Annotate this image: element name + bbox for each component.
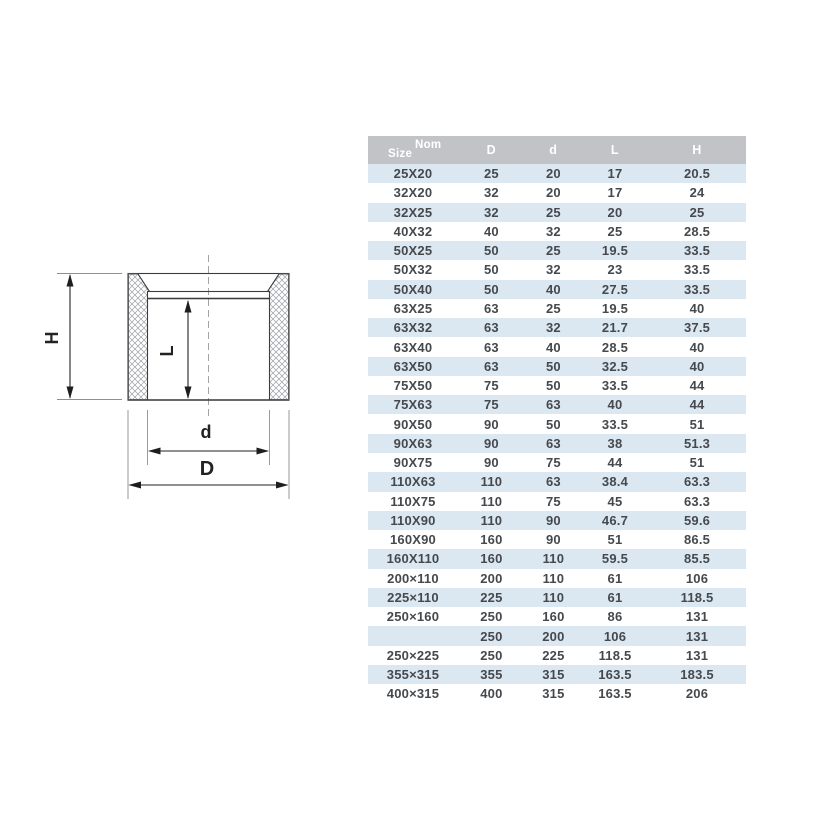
table-cell: 38.4 bbox=[601, 474, 629, 490]
table-row bbox=[368, 530, 746, 549]
table-cell: 85.5 bbox=[683, 551, 711, 567]
table-cell: 50 bbox=[545, 378, 561, 394]
table-cell: 44 bbox=[689, 378, 705, 394]
table-cell: 37.5 bbox=[683, 320, 711, 336]
table-cell: 86.5 bbox=[683, 532, 711, 548]
table-cell: 90 bbox=[483, 416, 499, 432]
table-cell: 110X90 bbox=[390, 512, 436, 528]
table-cell: 75X63 bbox=[393, 397, 433, 413]
table-cell: 63 bbox=[483, 300, 499, 316]
table-cell: 63X40 bbox=[393, 339, 433, 355]
table-cell: 20 bbox=[607, 204, 623, 220]
header-nom-label: Nom bbox=[415, 139, 442, 151]
table-cell: 110 bbox=[480, 493, 503, 509]
table-cell: 44 bbox=[689, 397, 705, 413]
table-cell: 63 bbox=[483, 320, 499, 336]
table-cell: 40 bbox=[689, 300, 705, 316]
table-cell: 45 bbox=[607, 493, 623, 509]
table-cell: 40 bbox=[607, 397, 623, 413]
table-row bbox=[368, 588, 746, 607]
table-cell: 106 bbox=[685, 570, 709, 586]
table-cell: 250×225 bbox=[386, 647, 440, 663]
table-row bbox=[368, 472, 746, 491]
table-cell: 23 bbox=[607, 262, 623, 278]
header-col-D: D bbox=[458, 136, 525, 164]
table-row bbox=[368, 280, 746, 299]
table-cell: 160X110 bbox=[386, 551, 440, 567]
table-cell: 160 bbox=[480, 551, 503, 567]
table-row bbox=[368, 453, 746, 472]
header-col-d: d bbox=[525, 136, 582, 164]
table-cell: 40 bbox=[545, 339, 561, 355]
table-cell: 50 bbox=[483, 281, 499, 297]
table-cell: 200×110 bbox=[387, 570, 439, 586]
table-cell: 118.5 bbox=[680, 589, 714, 605]
table-cell: 90X50 bbox=[393, 416, 433, 432]
table-cell: 28.5 bbox=[683, 223, 711, 239]
table-row bbox=[368, 607, 746, 626]
table-cell: 250×160 bbox=[386, 609, 440, 625]
table-cell: 110 bbox=[480, 512, 503, 528]
table-cell bbox=[368, 626, 458, 645]
table-cell: 40 bbox=[689, 358, 705, 374]
table-cell: 183.5 bbox=[680, 667, 714, 683]
table-cell: 44 bbox=[607, 455, 623, 471]
h-dimension-label: H bbox=[42, 331, 62, 345]
table-cell: 32X25 bbox=[393, 204, 433, 220]
table-row bbox=[368, 241, 746, 260]
table-cell: 225 bbox=[480, 589, 503, 605]
table-cell: 19.5 bbox=[601, 243, 629, 259]
table-row bbox=[368, 337, 746, 356]
table-cell: 25 bbox=[545, 204, 561, 220]
table-cell: 50X32 bbox=[393, 262, 433, 278]
table-cell: 63X50 bbox=[393, 358, 433, 374]
table-cell: 400 bbox=[480, 686, 503, 702]
l-dimension-label: L bbox=[157, 345, 177, 357]
table-cell: 75 bbox=[483, 397, 499, 413]
size-table-header bbox=[368, 136, 746, 164]
table-row bbox=[368, 684, 746, 703]
table-cell: 61 bbox=[607, 589, 623, 605]
table-row bbox=[368, 357, 746, 376]
table-cell: 32 bbox=[483, 204, 499, 220]
table-cell: 63X25 bbox=[393, 300, 433, 316]
table-cell: 90X75 bbox=[393, 455, 433, 471]
table-cell: 32 bbox=[545, 223, 561, 239]
table-cell: 63.3 bbox=[683, 474, 711, 490]
table-row bbox=[368, 511, 746, 530]
table-cell: 50X40 bbox=[393, 281, 433, 297]
table-cell: 40X32 bbox=[393, 223, 433, 239]
header-col-H: H bbox=[648, 136, 746, 164]
table-cell: 25 bbox=[689, 204, 705, 220]
table-row bbox=[368, 626, 746, 645]
table-cell: 33.5 bbox=[601, 416, 629, 432]
header-col-L: L bbox=[582, 136, 648, 164]
table-cell: 20.5 bbox=[683, 166, 711, 182]
table-row bbox=[368, 318, 746, 337]
table-cell: 355×315 bbox=[386, 667, 440, 683]
table-cell: 225×110 bbox=[387, 589, 439, 605]
table-cell: 32 bbox=[545, 320, 561, 336]
table-row bbox=[368, 434, 746, 453]
table-cell: 200 bbox=[480, 570, 503, 586]
table-cell: 32 bbox=[545, 262, 561, 278]
table-row bbox=[368, 376, 746, 395]
table-row bbox=[368, 222, 746, 241]
table-cell: 17 bbox=[607, 166, 623, 182]
table-cell: 50 bbox=[545, 358, 561, 374]
table-row bbox=[368, 183, 746, 202]
table-cell: 163.5 bbox=[598, 667, 632, 683]
table-cell: 90 bbox=[483, 455, 499, 471]
table-cell: 63 bbox=[483, 339, 499, 355]
table-row bbox=[368, 395, 746, 414]
table-cell: 50 bbox=[483, 262, 499, 278]
table-cell: 33.5 bbox=[601, 378, 629, 394]
table-cell: 160X90 bbox=[389, 532, 436, 548]
table-cell: 63 bbox=[545, 474, 561, 490]
table-cell: 315 bbox=[542, 686, 565, 702]
table-cell: 25 bbox=[545, 243, 561, 259]
table-row bbox=[368, 569, 746, 588]
table-cell: 225 bbox=[542, 647, 565, 663]
table-cell: 32.5 bbox=[601, 358, 629, 374]
table-cell: 75X50 bbox=[393, 378, 433, 394]
table-cell: 63X32 bbox=[393, 320, 433, 336]
coupling-cross-section-diagram bbox=[40, 248, 306, 512]
table-cell: 250 bbox=[480, 609, 503, 625]
table-cell: 90X63 bbox=[393, 435, 433, 451]
table-cell: 51 bbox=[689, 455, 705, 471]
table-cell: 110X63 bbox=[390, 474, 436, 490]
dimension-L bbox=[157, 301, 188, 398]
table-cell: 63.3 bbox=[683, 493, 711, 509]
table-cell: 51 bbox=[689, 416, 705, 432]
table-cell: 50 bbox=[545, 416, 561, 432]
table-cell: 33.5 bbox=[683, 262, 711, 278]
table-cell: 19.5 bbox=[601, 300, 629, 316]
table-row bbox=[368, 549, 746, 568]
table-cell: 110 bbox=[480, 474, 503, 490]
table-cell: 61 bbox=[607, 570, 623, 586]
table-cell: 50X25 bbox=[393, 243, 433, 259]
table-cell: 63 bbox=[545, 435, 561, 451]
table-cell: 110X75 bbox=[390, 493, 436, 509]
table-cell: 40 bbox=[545, 281, 561, 297]
table-cell: 118.5 bbox=[598, 647, 632, 663]
table-cell: 24 bbox=[689, 185, 705, 201]
table-cell: 86 bbox=[607, 609, 623, 625]
table-cell: 131 bbox=[685, 609, 709, 625]
size-table-body bbox=[368, 164, 746, 703]
table-cell: 32 bbox=[483, 185, 499, 201]
table-cell: 200 bbox=[542, 628, 565, 644]
header-size-label: Size bbox=[388, 148, 413, 160]
table-cell: 33.5 bbox=[683, 281, 711, 297]
table-cell: 21.7 bbox=[601, 320, 629, 336]
table-cell: 17 bbox=[607, 185, 623, 201]
table-cell: 75 bbox=[483, 378, 499, 394]
table-cell: 131 bbox=[685, 628, 709, 644]
table-row bbox=[368, 492, 746, 511]
table-cell: 59.6 bbox=[683, 512, 711, 528]
d-dimension-label: d bbox=[200, 422, 212, 442]
table-row bbox=[368, 414, 746, 433]
table-cell: 250 bbox=[480, 647, 503, 663]
D-dimension-label: D bbox=[199, 458, 215, 480]
table-cell: 355 bbox=[480, 667, 503, 683]
table-cell: 40 bbox=[483, 223, 499, 239]
table-cell: 110 bbox=[542, 589, 565, 605]
right-wall-hatch bbox=[268, 274, 289, 400]
table-cell: 75 bbox=[545, 493, 561, 509]
table-cell: 160 bbox=[480, 532, 503, 548]
table-row bbox=[368, 665, 746, 684]
table-cell: 315 bbox=[542, 667, 565, 683]
table-cell: 25 bbox=[545, 300, 561, 316]
table-cell: 25 bbox=[483, 166, 499, 182]
table-row bbox=[368, 260, 746, 279]
dimension-d bbox=[148, 410, 270, 465]
size-spec-table bbox=[368, 136, 746, 703]
table-cell: 400×315 bbox=[386, 686, 440, 702]
table-cell: 90 bbox=[483, 435, 499, 451]
table-cell: 163.5 bbox=[598, 686, 632, 702]
dimension-H bbox=[42, 274, 122, 400]
table-cell: 25 bbox=[607, 223, 623, 239]
table-cell: 32X20 bbox=[393, 185, 433, 201]
table-row bbox=[368, 646, 746, 665]
table-cell: 90 bbox=[545, 512, 561, 528]
table-cell: 250 bbox=[480, 628, 503, 644]
table-row bbox=[368, 299, 746, 318]
table-row bbox=[368, 164, 746, 183]
table-cell: 46.7 bbox=[601, 512, 629, 528]
table-cell: 106 bbox=[603, 628, 627, 644]
table-cell: 27.5 bbox=[601, 281, 629, 297]
table-cell: 63 bbox=[545, 397, 561, 413]
table-cell: 110 bbox=[542, 551, 565, 567]
table-cell: 40 bbox=[689, 339, 705, 355]
header-size-nom-cell bbox=[368, 136, 458, 164]
table-cell: 28.5 bbox=[601, 339, 629, 355]
table-cell: 131 bbox=[685, 647, 709, 663]
table-cell: 38 bbox=[607, 435, 623, 451]
table-cell: 33.5 bbox=[683, 243, 711, 259]
table-cell: 51 bbox=[607, 532, 623, 548]
table-row bbox=[368, 203, 746, 222]
left-wall-hatch bbox=[129, 274, 150, 400]
table-cell: 63 bbox=[483, 358, 499, 374]
table-cell: 75 bbox=[545, 455, 561, 471]
table-cell: 20 bbox=[545, 166, 561, 182]
table-cell: 110 bbox=[542, 570, 565, 586]
table-cell: 50 bbox=[483, 243, 499, 259]
table-cell: 206 bbox=[685, 686, 709, 702]
table-cell: 90 bbox=[545, 532, 561, 548]
table-cell: 51.3 bbox=[683, 435, 711, 451]
table-cell: 20 bbox=[545, 185, 561, 201]
table-cell: 25X20 bbox=[393, 166, 433, 182]
table-cell: 59.5 bbox=[601, 551, 629, 567]
table-cell: 160 bbox=[542, 609, 565, 625]
